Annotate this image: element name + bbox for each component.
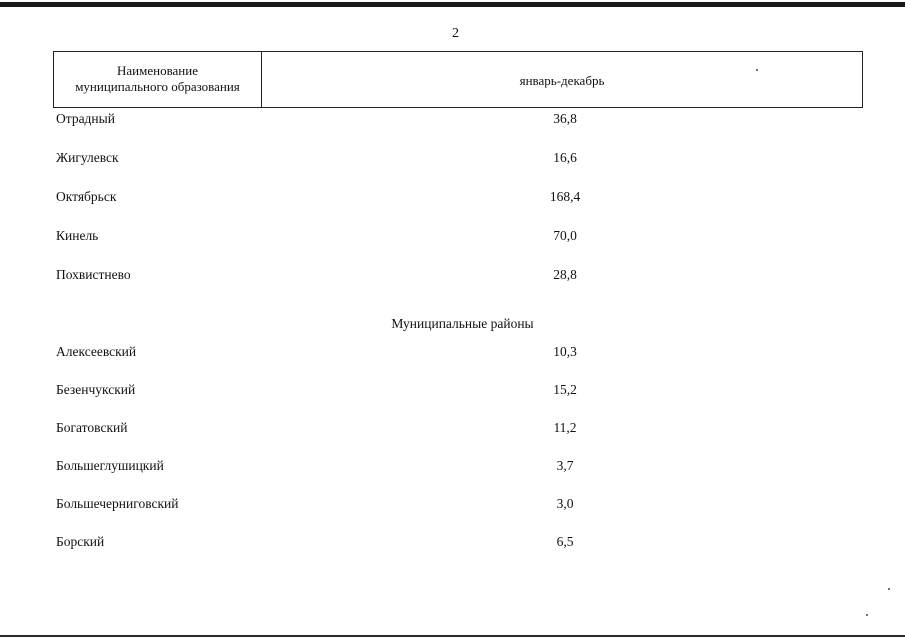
top-border-line (0, 2, 905, 7)
row-name: Большечерниговский (56, 496, 179, 511)
row-value: 70,0 (553, 228, 577, 243)
row-name: Алексеевский (56, 344, 137, 359)
row-name: Большеглушицкий (56, 458, 164, 473)
header-period-column: январь-декабрь (519, 73, 605, 88)
row-name: Кинель (56, 228, 99, 243)
row-value: 15,2 (553, 382, 577, 397)
row-value: 10,3 (553, 344, 577, 359)
scan-speck (888, 588, 890, 590)
table-header (53, 51, 863, 108)
row-name: Октябрьск (56, 189, 117, 204)
scan-speck (756, 69, 758, 71)
row-value: 11,2 (553, 420, 577, 435)
row-name: Отрадный (56, 111, 115, 126)
row-value: 168,4 (549, 189, 581, 204)
bottom-border-line (0, 635, 905, 637)
row-name: Жигулевск (56, 150, 119, 165)
header-municipality-column (54, 63, 261, 95)
header-municipality-line2: муниципального образования (75, 79, 240, 94)
scan-speck (866, 614, 868, 616)
row-value: 3,0 (556, 496, 574, 511)
row-value: 28,8 (553, 267, 577, 282)
row-name: Безенчукский (56, 382, 136, 397)
row-name: Похвистнево (56, 267, 131, 282)
row-name: Борский (56, 534, 105, 549)
row-value: 16,6 (553, 150, 577, 165)
row-value: 6,5 (556, 534, 574, 549)
row-value: 3,7 (556, 458, 574, 473)
page-number: 2 (452, 26, 459, 41)
row-value: 36,8 (553, 111, 577, 126)
section-title: Муниципальные районы (391, 316, 534, 331)
header-municipality-line1: Наименование (117, 63, 198, 78)
row-name: Богатовский (56, 420, 128, 435)
